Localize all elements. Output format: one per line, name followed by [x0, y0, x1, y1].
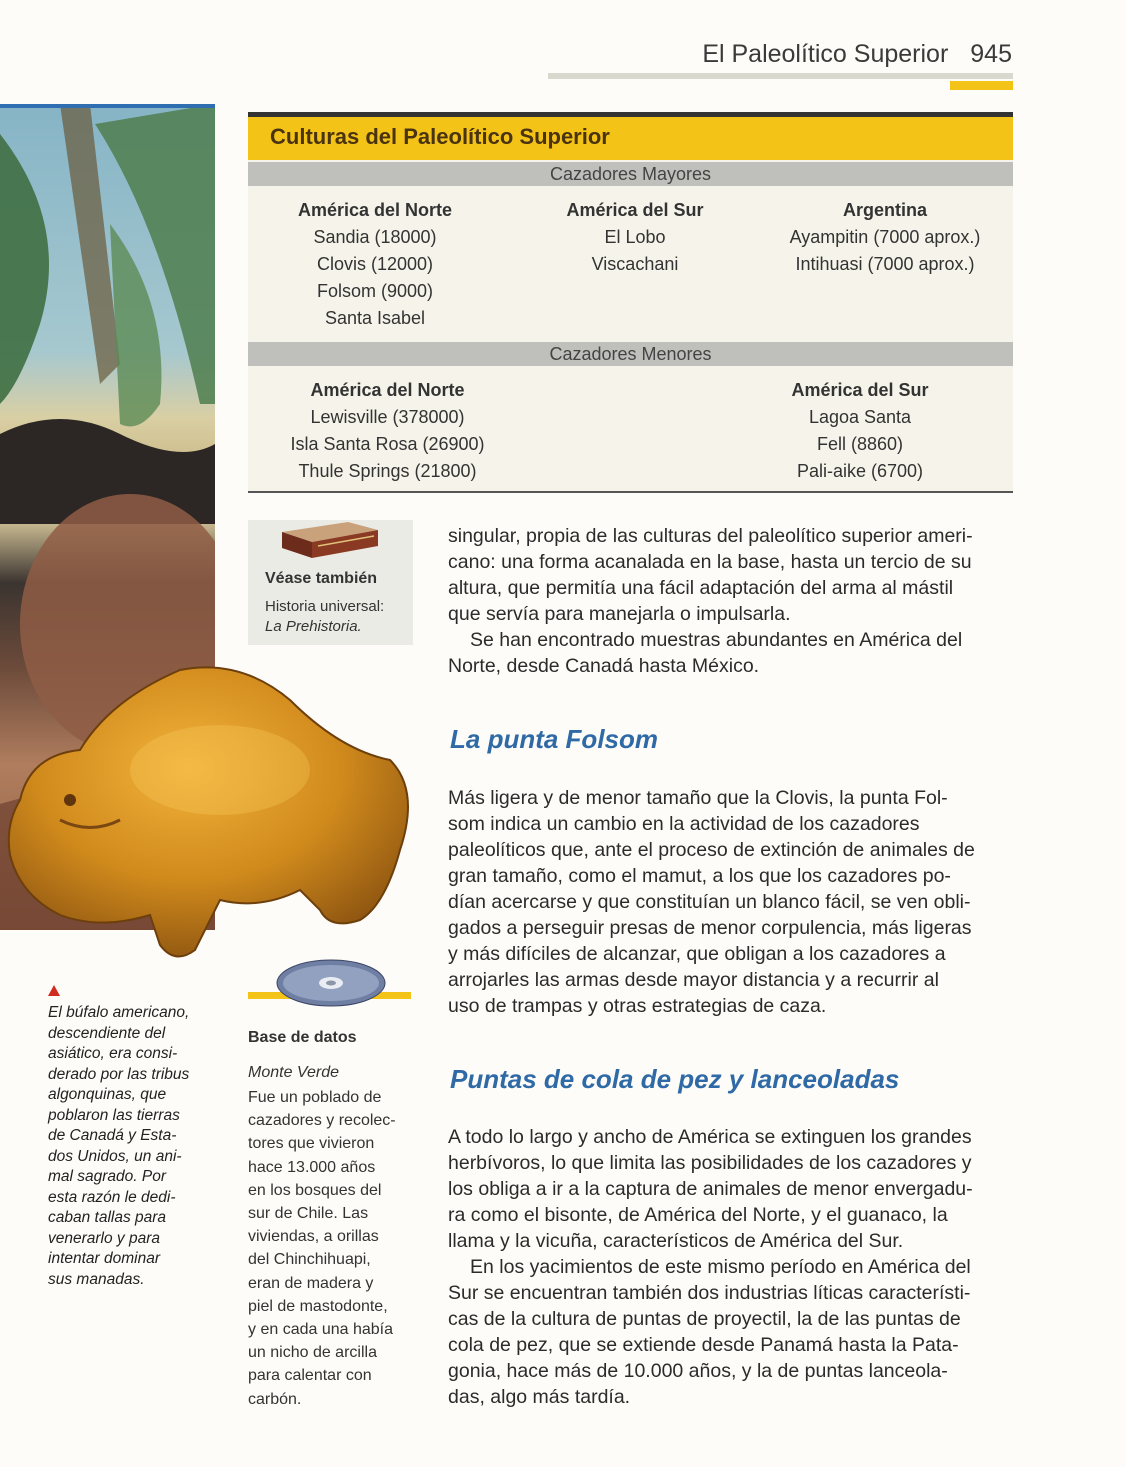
column-heading: América del Sur [566, 200, 704, 220]
database-line: piel de mastodonte, [248, 1297, 388, 1315]
body-line: cola de pez, que se extiende desde Panamá hasta la Pata- [448, 1334, 959, 1356]
illustration-border [0, 104, 215, 108]
band-label: Cazadores Mayores [549, 164, 712, 184]
caption-line: intentar dominar [48, 1250, 161, 1267]
caption-line: descendiente del [48, 1024, 166, 1042]
caption-line: algonquinas, que [48, 1086, 167, 1103]
table-cell: Pali-aike (6700) [796, 461, 924, 481]
caption-line: dos Unidos, un ani- [48, 1147, 182, 1165]
section-cola-de-pez-text [448, 1124, 1013, 1410]
section-folsom-text [448, 785, 1013, 1019]
database-heading: Base de datos [248, 1029, 357, 1046]
caption-line: esta razón le dedi- [48, 1188, 176, 1206]
body-line: cano: una forma acanalada en la base, hasta un tercio de su [448, 551, 972, 573]
database-line: en los bosques del [248, 1181, 382, 1199]
body-line: altura, que permitía una fácil adaptación del arma al mástil [448, 577, 954, 599]
database-line: Fue un poblado de [248, 1089, 382, 1106]
column-heading: América del Norte [310, 380, 465, 400]
band-label: Cazadores Menores [549, 344, 712, 364]
database-subtitle: Monte Verde [248, 1064, 340, 1081]
table-column [250, 200, 500, 332]
caption-line: venerarlo y para [48, 1229, 161, 1247]
body-line: A todo lo largo y ancho de América se extinguen los grandes [448, 1126, 972, 1148]
header-accent-bar [950, 81, 1013, 90]
body-line: En los yacimientos de este mismo período en América del [470, 1256, 971, 1278]
table-cell: Thule Springs (21800) [298, 461, 477, 481]
body-line: Sur se encuentran también dos industrias líticas característi- [448, 1282, 971, 1304]
body-line: Más ligera y de menor tamaño que la Clovis, la punta Fol- [448, 787, 948, 809]
body-line: singular, propia de las culturas del paleolítico superior ameri- [448, 525, 973, 547]
section-heading-cola-de-pez: Puntas de cola de pez y lanceoladas [450, 1064, 900, 1094]
body-line: gonia, hace más de 10.000 años, y la de puntas lanceola- [448, 1360, 948, 1382]
column-heading: América del Norte [297, 200, 453, 220]
image-caption [48, 1003, 218, 1290]
band-cazadores-mayores [248, 162, 1013, 186]
table-cell: Folsom (9000) [316, 281, 434, 301]
database-line: hace 13.000 años [248, 1158, 376, 1176]
table-bottom-rule [248, 491, 1013, 493]
body-line: som indica un cambio en la actividad de los cazadores [448, 813, 920, 835]
body-line: cas de la cultura de puntas de proyectil, la de las puntas de [448, 1308, 961, 1330]
table-column [760, 200, 1010, 278]
body-intro [448, 523, 1013, 679]
running-header [702, 40, 1012, 69]
cd-drawing [276, 958, 386, 1008]
caption-line: derado por las tribus [48, 1065, 190, 1083]
table-cell: Santa Isabel [324, 308, 426, 328]
table-cell: Ayampitin (7000 aprox.) [789, 227, 981, 247]
database-line: viviendas, a orillas [248, 1228, 379, 1246]
section-title: El Paleolítico Superior [702, 40, 949, 68]
table-cell: Lagoa Santa [808, 407, 912, 427]
database-line: un nicho de arcilla [248, 1344, 377, 1362]
see-also-heading: Véase también [265, 570, 378, 587]
caption-line: asiático, era consi- [48, 1045, 178, 1062]
body-line: paleolíticos que, ante el proceso de extinción de animales de [448, 839, 975, 861]
database-line: para calentar con [248, 1367, 372, 1385]
caption-line: mal sagrado. Por [48, 1168, 167, 1185]
column-heading: Argentina [842, 200, 927, 220]
bison-carving-drawing [0, 660, 420, 980]
database-line: carbón. [248, 1390, 302, 1408]
table-column [520, 200, 750, 278]
see-also-reference[interactable]: Historia universal: [265, 598, 385, 615]
body-line: que servía para manejarla o impulsarla. [448, 603, 791, 625]
body-line: uso de trampas y otras estrategias de caza. [448, 995, 827, 1017]
database-line: del Chinchihuapi, [248, 1251, 371, 1269]
body-line: dían acercarse y que constituían un blanco fácil, se ven obli- [448, 891, 971, 913]
bison-carving-image [0, 660, 420, 980]
caption-triangle-icon [48, 985, 60, 996]
caption-line: poblaron las tierras [48, 1106, 180, 1124]
table-column [260, 380, 515, 485]
book-drawing [278, 520, 382, 560]
body-line: herbívoros, lo que limita las posibilidades de los cazadores y [448, 1152, 972, 1174]
database-line: tores que vivieron [248, 1135, 375, 1153]
page-number: 945 [970, 40, 1012, 68]
section-heading-folsom: La punta Folsom [450, 724, 658, 754]
table-cell: El Lobo [604, 227, 666, 247]
body-line: Se han encontrado muestras abundantes en América del [470, 629, 963, 651]
table-cell: Isla Santa Rosa (26900) [290, 434, 485, 454]
body-line: llama y la vicuña, característicos de América del Sur. [448, 1230, 904, 1252]
header-rule [548, 73, 1013, 79]
table-cell: Sandia (18000) [313, 227, 437, 247]
body-line: das, algo más tardía. [448, 1386, 631, 1408]
table-cell: Lewisville (378000) [310, 407, 465, 427]
database-line: sur de Chile. Las [248, 1205, 369, 1223]
body-line: arrojarles las armas desde mayor distancia y a recurrir al [448, 969, 939, 991]
database-line: eran de madera y [248, 1274, 374, 1292]
body-line: los obliga a ir a la captura de animales de menor envergadu- [448, 1178, 973, 1200]
book-icon [278, 520, 382, 560]
body-line: gran tamaño, como el mamut, a los que los cazadores po- [448, 865, 951, 887]
body-line: gados a perseguir presas de menor corpulencia, más ligeras [448, 917, 972, 939]
column-heading: América del Sur [791, 380, 929, 400]
table-title: Culturas del Paleolítico Superior [270, 124, 610, 149]
database-line: y en cada una había [248, 1321, 394, 1339]
caption-line: sus manadas. [48, 1270, 145, 1288]
table-column [750, 380, 970, 485]
table-cell: Fell (8860) [816, 434, 904, 454]
cd-icon [276, 958, 386, 1008]
caption-line: El búfalo americano, [48, 1004, 190, 1021]
caption-line: caban tallas para [48, 1209, 167, 1226]
body-line: ra como el bisonte, de América del Norte, y el guanaco, la [448, 1204, 948, 1226]
database-line: cazadores y recolec- [248, 1112, 396, 1130]
table-cell: Clovis (12000) [316, 254, 434, 274]
see-also-reference-title[interactable]: La Prehistoria. [265, 618, 362, 635]
band-cazadores-menores [248, 342, 1013, 366]
database-text [248, 1086, 418, 1411]
table-cell: Intihuasi (7000 aprox.) [795, 254, 975, 274]
body-line: y más difíciles de alcanzar, que obligan a los cazadores a [448, 943, 946, 965]
body-line: Norte, desde Canadá hasta México. [448, 655, 760, 677]
caption-line: de Canadá y Esta- [48, 1127, 177, 1144]
table-cell: Viscachani [591, 254, 679, 274]
